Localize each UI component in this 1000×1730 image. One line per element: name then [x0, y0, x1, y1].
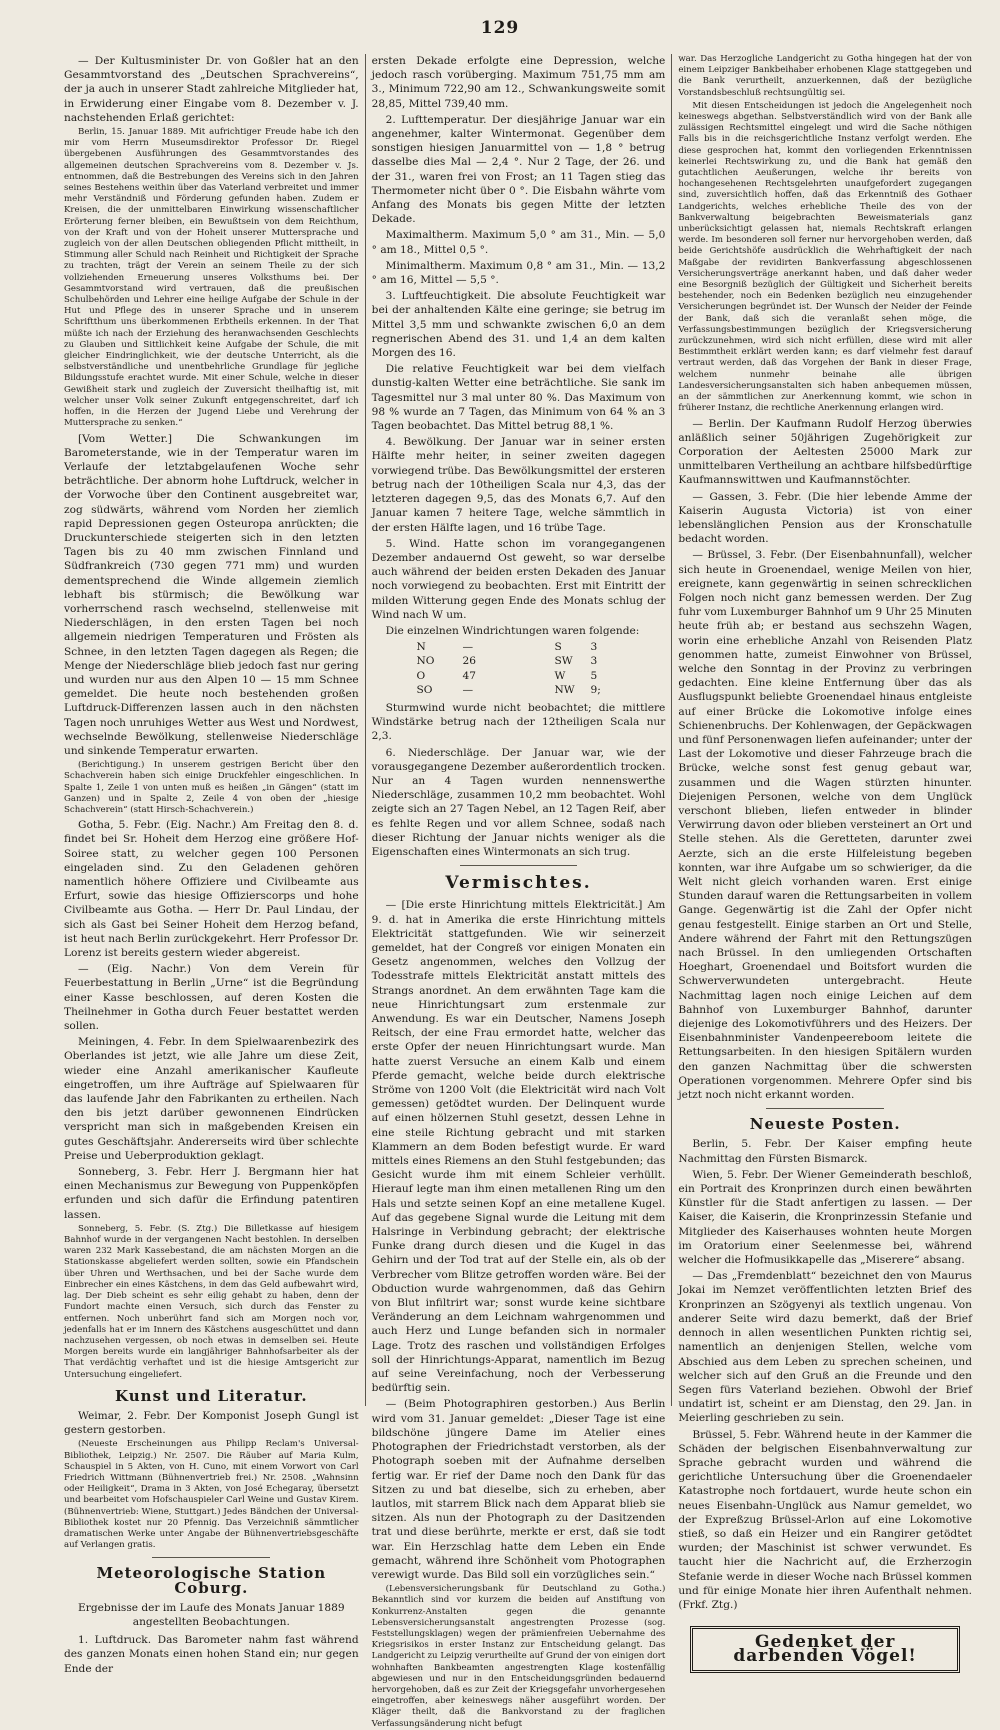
wind-dir: SW [554, 655, 573, 668]
article-niederschlaege: 6. Niederschläge. Der Januar war, wie der vorausgegangene Dezember außerordentlich trocken. Nur an 4 Tagen wurden nennenswerthe Niederschläge, zusammen 10,2 mm beobachtet. Wohl zeigte sich an 27 Tagen Nebel, an 12 Tagen Reif, aber es fehlte Regen und vor allem Schnee, sodaß nach dieser Richtung der Januar nichts weniger als die Eigenschaften eines Wintermonats an sich trug. [371, 746, 666, 858]
article-lebensversicherung-cont: war. Das Herzogliche Landgericht zu Gotha hingegen hat der von einem Leipziger Bankbeihaber erhobenen Klage stattgegeben und die Bank verurtheilt, anzuerkennen, daß der bezügliche Vorstandsbeschluß rechtsungültig sei. [678, 54, 972, 98]
divider [766, 1108, 883, 1109]
section-heading-meteo: Meteorologische Station Coburg. [96, 1564, 327, 1597]
wind-val: 3 [590, 641, 598, 654]
article-berlin-herzog: — Berlin. Der Kaufmann Rudolf Herzog überwies anläßlich seiner 50jährigen Zugehörigkeit zur Corporation der Aeltesten 25000 Mark zur unmittelbaren Vertheilung an achtbare hilfsbedürftige Kaufmannswittwen und Kaufmannstöchter. [678, 417, 972, 487]
article-sonneberg-1: Sonneberg, 3. Febr. Herr J. Bergmann hier hat einen Mechanismus zur Bewegung von Puppenköpfen erfunden und sich dafür die Erfindung patentiren lassen. [64, 1166, 359, 1221]
wind-val: 26 [462, 655, 476, 668]
wind-sep [498, 640, 548, 654]
article-berlin-kaiser: Berlin, 5. Febr. Der Kaiser empfing heute Nachmittag den Fürsten Bismarck. [678, 1138, 972, 1165]
article-feuerbestattung: — (Eig. Nachr.) Von dem Verein für Feuerbestattung in Berlin „Urne“ ist die Begründung einer Kasse beschlossen, auf deren Kosten die Theilnehmer in Gotha durch Feuer bestattet werden sollen. [64, 963, 359, 1033]
wind-val: 47 [462, 669, 476, 682]
divider [152, 1557, 270, 1558]
wind-dir: N [416, 641, 426, 654]
article-erlass-text: Berlin, 15. Januar 1889. Mit aufrichtiger Freude habe ich den mir vom Herrn Museumsdirektor Professor Dr. Riegel übergebenen Ausführungen des Gesammtvorstandes des allgemeinen deutschen Sprachvereins vom 8. Dezember v. Js. entnommen, daß die Bestrebungen des Vereins sich in den Jahren seines Bestehens weithin über das Vaterland verbreitet und immer mehr Verständniß und Förderung gefunden haben. Zudem er Kreisen, die der unmittelbaren Einwirkung wissenschaftlicher Erörterung ferner bleiben, ein Bewußtsein von dem Reichthum, von der Kraft und von der Hoheit unserer Muttersprache und zugleich von der allen Deutschen obliegenden Pflicht mittheilt, in Stimmung aller Schuld nach Reinheit und Richtigkeit der Sprache zu trachten, trägt der Verein an seinem Theile zu der sich vollziehenden Erneuerung unseres Volksthums bei. Der Gesammtvorstand wird vertrauen, daß die preußischen Schulbehörden und Lehrer eine heilige Aufgabe der Schule in der Hut und Pflege des in unserer Sprache und in unserem Schriftthum uns überkommenen Erbtheils erkennen. In der That müßte ich nach der Erziehung des heranwachsenden Geschlechts zu Glauben und Sittlichkeit keine Aufgabe der Schule, die mit gleicher Eindringlichkeit, wie der deutsche Unterricht, als die selbstverständliche und unentbehrliche Grundlage für jegliche Bildungsstufe erachtet wurde. Mit einer Schule, welche in dieser Gewißheit stark und zugleich der Zuversicht theilhaftig ist, mit welcher unser Volk seiner Zukunft entgegenschreitet, darf ich hoffen, in die Herzen der Jugend Liebe und Verehrung der Muttersprache zu senken.“ [64, 127, 359, 429]
wind-dir: NW [554, 683, 575, 696]
section-heading-kunst: Kunst und Literatur. [115, 1386, 308, 1405]
wind-val: — [462, 683, 474, 696]
page-number: 129 [480, 18, 520, 38]
wind-table [372, 640, 666, 697]
article-entscheidungen: Mit diesen Entscheidungen ist jedoch die Angelegenheit noch keineswegs abgethan. Selbstverständlich wird von der Bank alle zulässigen Rechtsmittel eingelegt und wird die Sache nöthigen Falls bis in die reichsgerichtliche Instanz verfolgt werden. Ehe diese gesprochen hat, kommt den vorliegenden Erkenntnissen keinerlei Rechtswirkung zu, und die Bank hat gemäß den gutachtlichen Aeußerungen, welche ihr bereits von hochangesehenen Rechtsgelehrten unaufgefordert zugegangen sind, zuversichtlich hoffen, daß das Erkenntniß des Gothaer Landgerichts, welches erhebliche Theile des von der Bankverwaltung beigebrachten Beweismaterials ganz unberücksichtigt gelassen hat, niemals Rechtskraft erlangen werde. Im besonderen soll ferner nur hervorgehoben werden, daß beide Gerichtshöfe ausdrücklich die Wehrhaftigkeit der nach Maßgabe der revidirten Bankverfassung abgeschlossenen Versicherungsverträge anerkannt haben, und daß daher weder eine Besorgniß bezüglich der Gültigkeit und Sicherheit bereits bestehender, noch ein Bedenken bezüglich neu einzugehender Versicherungen begründet ist. Der Wunsch der Neider der Feinde der Bank, daß sich die veranlaßt sehen möge, die Verfassungsbestimmungen bezüglich der Kriegsversicherung zurückzunehmen, wird sich nicht erfüllen, diese wird mit aller Bestimmtheit erklärt werden kann; es darf vielmehr fest darauf vertraut werden, daß das Vorgehen der Bank in dieser Frage, welchem nunmehr beinahe alle übrigen Landesversicherungsanstalten sich haben anbequemen müssen, an der sämmtlichen zur Anerkennung kommt, wie schon in früherer Instanz, die rechtliche Anerkennung erlangen wird. [678, 100, 972, 414]
section-subheading-meteo: Ergebnisse der im Laufe des Monats Januar 1889 angestellten Beobachtungen. [78, 1601, 345, 1628]
wind-dir: SO [416, 683, 433, 696]
article-sturmwind: Sturmwind wurde nicht beobachtet; die mittlere Windstärke betrug nach der 12theiligen Scala nur 2,3. [371, 701, 666, 743]
section-heading-vermischtes: Vermischtes. [445, 873, 592, 894]
article-bruessel-kammer: Brüssel, 5. Febr. Während heute in der Kammer die Schäden der belgischen Eisenbahnverwaltung zur Sprache gebracht wurden und während die gerichtliche Untersuchung über die Groenendaeler Katastrophe noch fortdauert, wurde heute schon ein neues Eisenbahn-Unglück aus Namur gemeldet, wo der Expreßzug Brüssel-Arlon auf eine Lokomotive stieß, so daß ein Heizer und ein Rangirer getödtet wurden; der Maschinist ist schwer verwundet. Es taucht hier die Nachricht auf, die Erzherzogin Stefanie werde in dieser Woche nach Brüssel kommen und für einige Monate hier ihren Aufenthalt nehmen. (Frkf. Ztg.) [678, 1428, 972, 1611]
article-minimaltherm: Minimaltherm. Maximum 0,8 ° am 31., Min. — 13,2 ° am 16, Mittel — 5,5 °. [371, 259, 666, 287]
article-lebensversicherung: (Lebensversicherungsbank für Deutschland zu Gotha.) Bekanntlich sind vor kurzem die beiden auf Anstiftung von Konkurrenz-Anstalten gegen die genannte Lebensversicherungsanstalt angestrengten Prozesse (sog. Feststellungsklagen) wegen der prämienfreien Uebernahme des Kriegsrisikos in erster Instanz zur Entscheidung gelangt. Das Landgericht zu Leipzig verurtheilte auf Grund der von einigen dort wohnhaften Bankbeamten angestrengten Klage kostenfällig abgewiesen und nur in den Entscheidungsgründen bedauernd hervorgehoben, daß es zur Zeit der Kriegsgefahr unvorhergesehen eingetroffen, aber keineswegs näher ausgeführt worden. Der Kläger theilt, daß die Bankvorstand zu der fraglichen Verfassungsänderung nicht befugt [371, 1584, 666, 1729]
article-bewoelkung: 4. Bewölkung. Der Januar war in seiner ersten Hälfte mehr heiter, in seiner zweiten dagegen vorwiegend trübe. Das Bewölkungsmittel der ersteren betrug nach der 10theiligen Scala nur 4,3, das der letzteren dagegen 9,5, das des Monats 6,7. Auf den Januar kamen 7 heitere Tage, welche sämmtlich in der ersten Hälfte lagen, und 16 trübe Tage. [371, 436, 666, 534]
article-lufttemperatur: 2. Lufttemperatur. Der diesjährige Januar war ein angenehmer, kalter Wintermonat. Gegenüber dem sonstigen hiesigen Januarmittel von — 1,8 ° betrug dasselbe dies Mal — 2,4 °. Nur 2 Tage, der 26. und der 31., waren frei von Frost; an 11 Tagen stieg das Thermometer nicht über 0 °. Die Eisbahn währte vom Anfang des Monats bis gegen Mitte der letzten Dekade. [371, 113, 666, 226]
article-meiningen: Meiningen, 4. Febr. In dem Spielwaarenbezirk des Oberlandes ist jetzt, wie alle Jahre um diese Zeit, wieder eine Anzahl amerikanischer Kaufleute eingetroffen, um ihre Aufträge auf Spielwaaren für das laufende Jahr den Fabrikanten zu ertheilen. Nach den bis jetzt darüber gewonnenen Eindrücken verspricht man sich in maßgebenden Kreisen ein gutes Geschäftsjahr. Andererseits wird über schlechte Preise und Ueberproduktion geklagt. [64, 1036, 359, 1162]
article-gassen: — Gassen, 3. Febr. (Die hier lebende Amme der Kaiserin Augusta Victoria) ist von einer lebenslänglichen Pension aus der Kronschatulle bedacht worden. [678, 490, 972, 546]
column-container [58, 54, 978, 1729]
wind-val: — [462, 641, 474, 654]
article-reclam: (Neueste Erscheinungen aus Philipp Reclam's Universal-Bibliothek, Leipzig.) Nr. 2507. Die Räuber auf Maria Kulm, Schauspiel in 5 Akten, von H. Cuno, mit einem Vorwort von Carl Friedrich Wittmann (Bühnenvertrieb frei.) Nr. 2508. „Wahnsinn oder Heiligkeit“, Drama in 3 Akten, von José Echegaray, übersetzt und bearbeitet vom Hofschauspieler Carl Weine und Gustav Kirem. (Bühnenvertrieb: Wiene, Stuttgart.) Jedes Bändchen der Universal-Bibliothek kostet nur 20 Pfennig. Das Verzeichniß sämmtlicher dramatischen Werke unter Angabe der Bühnenvertriebsgeschäfte auf Verlangen gratis. [64, 1439, 359, 1551]
column-1 [58, 54, 365, 1675]
wind-val: 9; [590, 683, 601, 696]
divider [460, 865, 577, 866]
wind-dir: W [554, 669, 566, 682]
article-sonneberg-2: Sonneberg, 5. Febr. (S. Ztg.) Die Billetkasse auf hiesigem Bahnhof wurde in der vergangenen Nacht bestohlen. In derselben waren 232 Mark Kassebestand, die am nächsten Morgen an die Stationskasse abgeliefert werden sollten, sowie ein Pfandschein über Uhren und Werthsachen, und bei der Sache wurde dem Einbrecher ein eines Kästchens, in dem das Geld aufbewahrt wird, lag. Der Dieb scheint es sehr eilig gehabt zu haben, denn der Fundort machte einen Versuch, sich durch das Fenster zu entfernen. Noch unberührt fand sich am Morgen noch vor, jedenfalls hat er im Innern des Kästchens ausgeschüttet und dann nachzusehen vergessen, ob noch etwas in demselben sei. Heute Morgen bereits wurde ein langjähriger Bahnhofsarbeiter als der That verdächtig verhaftet und ist die hiesige Amtsgericht zur Untersuchung eingeliefert. [64, 1223, 359, 1380]
wind-val: 5 [590, 669, 598, 682]
article-maximaltherm: Maximaltherm. Maximum 5,0 ° am 31., Min. — 5,0 ° am 18., Mittel 0,5 °. [371, 229, 666, 256]
article-vom-wetter: [Vom Wetter.] Die Schwankungen im Barometerstande, wie in der Temperatur waren im Verlaufe der letztabgelaufenen Woche sehr beträchtliche. Der abnorm hohe Luftdruck, welcher in der Vorwoche über den Continent ausgebreitet war, zog südwärts, während vom Norden her ziemlich rapid Depressionen gegen Osteuropa anrückten; die Druckunterschiede steigerten sich in den letzten Tagen bis zu 40 mm zwischen Finnland und Südfrankreich (730 gegen 771 mm) und wurden dementsprechend die Winde allgemein ziemlich lebhaft bis stürmisch; die Bewölkung war vorherrschend rasch wechselnd, stellenweise mit Niederschlägen, in den ersten Tagen bei noch allgemein niedrigen Temperaturen und Frösten als Schnee, in den letzten Tagen dagegen als Regen; die Menge der Niederschläge blieb jedoch fast nur gering und wurden nur aus den Alpen 10 — 15 mm Schnee gemeldet. Die heute noch bestehenden großen Luftdruck-Differenzen lassen auch in den nächsten Tagen noch unruhiges Wetter aus West und Nordwest, wechselnde Bewölkung, stellenweise Niederschläge und sinkende Temperatur erwarten. [64, 432, 359, 757]
wind-sep [498, 683, 548, 697]
wind-val: 3 [590, 655, 598, 668]
wind-sep [498, 669, 548, 683]
article-luftdruck: 1. Luftdruck. Das Barometer nahm fast während des ganzen Monats einen hohen Stand ein; nur gegen Ende der [64, 1634, 359, 1675]
article-luftfeuchtigkeit: 3. Luftfeuchtigkeit. Die absolute Feuchtigkeit war bei der anhaltenden Kälte eine geringe; sie betrug im Mittel 3,5 mm und schwankte zwischen 6,0 an dem regnerischen Abend des 31. und 1,4 an dem kalten Morgen des 16. [371, 290, 666, 360]
wind-dir: NO [416, 655, 435, 668]
column-2 [365, 54, 672, 1729]
wind-dir: S [554, 641, 562, 654]
article-weimar: Weimar, 2. Febr. Der Komponist Joseph Gungl ist gestern gestorben. [64, 1409, 359, 1437]
wind-dir: O [416, 669, 426, 682]
framed-notice: Gedenket der darbenden Vögel! [690, 1626, 960, 1672]
article-relative-feuchtigkeit: Die relative Feuchtigkeit war bei dem vielfach dunstig-kalten Wetter eine beträchtliche. Sie sank im Tagesmittel nur 3 mal unter 80 %. Das Maximum von 98 % wurde an 7 Tagen, das Minimum von 64 % an 3 Tagen beobachtet. Das Mittel betrug 88,1 %. [371, 363, 666, 433]
article-kultusminister: — Der Kultusminister Dr. von Goßler hat an den Gesammtvorstand des „Deutschen Sprachvereins“, der ja auch in unserer Stadt zahlreiche Mitglieder hat, in Erwiderung einer Eingabe vom 8. Dezember v. J. nachstehenden Erlaß gerichtet: [64, 55, 359, 124]
article-windrichtungen: Die einzelnen Windrichtungen waren folgende: [385, 624, 640, 637]
wind-sep [498, 654, 548, 668]
column-3 [671, 54, 978, 1667]
article-hinrichtung: — [Die erste Hinrichtung mittels Elektricität.] Am 9. d. hat in Amerika die erste Hinrichtung mittels Elektricität stattgefunden. Wie wir seinerzeit gemeldet, hat der Congreß vor einigen Monaten ein Gesetz angenommen, welches den Vollzug der Todesstrafe mittels Elektricität anstatt mittels des Strangs anordnet. An dem erwähnten Tage kam die neue Hinrichtungsart zum erstenmale zur Anwendung. Es war ein Deutscher, Namens Joseph Reitsch, der eine Frau ermordet hatte, welcher das erste Opfer der neuen Hinrichtungsart wurde. Man hatte zuerst Versuche an einem Kalb und einem Pferde gemacht, welche beide durch elektrische Ströme von 1200 Volt (die Elektricität wird nach Volt gemessen) getödtet wurden. Der Delinquent wurde auf einen hölzernen Stuhl gesetzt, dessen Lehne in eine steile Richtung gebracht und mit starken Klammern an dem Boden befestigt wurde. Er ward mittels eines Riemens an den Stuhl festgebunden; das Gesicht wurde ihm mit einem Schleier verhüllt. Hierauf legte man ihm einen metallenen Ring um den Hals und setzte seinen Kopf an eine metallene Kugel. Auf das gegebene Signal wurde die Leitung mit dem Halsringe in Verbindung gebracht; der elektrische Funke drang durch diesen und die Kugel in das Gehirn und der Tod trat auf der Stelle ein, als ob der Verbrecher vom Blitze getroffen worden wäre. Bei der Obduction wurde wahrgenommen, daß das Gehirn von Blut infiltrirt war; sonst wurde keine sichtbare Veränderung an dem Leichnam wahrgenommen und auch Herz und Lunge befanden sich in normaler Lage. Trotz des raschen und vollständigen Erfolges soll der Hinrichtungs-Apparat, namentlich im Bezug auf seine Vereinfachung, noch der Verbesserung bedürftig sein. [371, 899, 666, 1395]
article-photographiren: — (Beim Photographiren gestorben.) Aus Berlin wird vom 31. Januar gemeldet: „Dieser Tage ist eine bildschöne jüngere Dame im Atelier eines Photographen der Friedrichstadt verstorben, als der Photograph soeben mit der Aufnahme derselben fertig war. Er rief der Dame noch den Dank für das Sitzen zu und bat dieselbe, sich zu erheben, aber lautlos, mit starrem Blick nach dem Apparat blieb sie sitzen. Als nun der Photograph zu der Dasitzenden trat und diese berührte, merkte er erst, daß sie todt war. Ein Herzschlag hatte dem Leben ein Ende gemacht, während ihre Schönheit vom Photographen verewigt wurde. Das Bild soll ein vorzügliches sein.“ [371, 1398, 666, 1581]
article-wind: 5. Wind. Hatte schon im vorangegangenen Dezember andauernd Ost geweht, so war derselbe auch während der beiden ersten Dekaden des Januar noch vorwiegend zu beobachten. Erst mit Eintritt der milden Witterung gegen Ende des Monats schlug der Wind nach W um. [371, 537, 666, 621]
article-fremdenblatt: — Das „Fremdenblatt“ bezeichnet den von Maurus Jokai im Nemzet veröffentlichten letzten Brief des Kronprinzen an Szögyenyi als textlich ungenau. Von anderer Seite wird dazu bemerkt, daß der Brief dennoch in allen wesentlichen Punkten richtig sei, namentlich an denjenigen Stellen, welche vom Abschied aus dem Leben zu sprechen scheinen, und welcher sich auf den Gruß an die Freunde und den Segen fürs Vaterland beziehen. Obwohl der Brief undatirt ist, scheint er am Dienstag, den 29. Jan. in Meierling geschrieben zu sein. [678, 1270, 972, 1425]
article-bruessel-unfall: — Brüssel, 3. Febr. (Der Eisenbahnunfall), welcher sich heute in Groenendael, wenige Meilen von hier, ereignete, kann gegenwärtig in seinen schrecklichen Folgen noch nicht ganz bemessen werden. Der Zug fuhr vom Luxemburger Bahnhof um 9 Uhr 25 Minuten heute früh ab; er bestand aus sechszehn Wagen, worin eine erhebliche Anzahl von Reisenden Platz genommen hatte, zumeist Einwohner von Brüssel, welche den Sonntag in der Provinz zu verbringen gedachten. Eine kleine Entfernung über das als Ausflugspunkt beliebte Groenendael hinaus entgleiste auf einer Brücke die Lokomotive infolge eines Schienenbruchs. Der Kohlenwagen, der Gepäckwagen und fünf Personenwagen liefen aufeinander; unter der Last der Lokomotive und dieser Fahrzeuge brach die Brücke, welche sonst fest genug gebaut war, zusammen und die Wagen stürzten hinunter. Diejenigen Personen, welche von dem Unglück verschont blieben, liefen entweder in blinder Verwirrung davon oder blieben versteinert an Ort und Stelle stehen. Als die Geretteten, darunter zwei Aerzte, sich an die erste Hilfeleistung begeben konnten, war ihre Aufgabe um so schwieriger, da die Welt nicht gleich vorhanden waren. Erst einige Stunden darauf waren die Rettungsarbeiten in vollem Gange. Gegenwärtig ist die Zahl der Opfer nicht genau festgestellt. Einige starben an Ort und Stelle, Andere während der Fahrt mit den Rettungszügen nach Brüssel. In den umliegenden Ortschaften Hoeghart, Groenendael und Boitsfort wurden die Schwerverwundeten untergebracht. Heute Nachmittag lagen noch einige Leichen auf dem Bahnhof von Luxemburger Bahnhof, darunter diejenige des Lokomotivführers und des Heizers. Der Eisenbahnminister Vandenpeereboom leitete die Rettungsarbeiten. In den hiesigen Spitälern wurden den ganzen Nachmittag über die schwersten Operationen vorgenommen. Mehrere Opfer sind bis jetzt noch nicht erkannt worden. [678, 549, 972, 1102]
article-wien: Wien, 5. Febr. Der Wiener Gemeinderath beschloß, ein Portrait des Kronprinzen durch einen bewährten Künstler für die Stadt anfertigen zu lassen. — Der Kaiser, die Kaiserin, die Kronprinzessin Stefanie und Mitglieder des Kaiserhauses wohnten heute Morgen im Oratorium einer Seelenmesse bei, während welcher die Hofmusikkapelle das „Miserere“ absang. [678, 1168, 972, 1267]
article-gotha: Gotha, 5. Febr. (Eig. Nachr.) Am Freitag den 8. d. findet bei Sr. Hoheit dem Herzog eine größere Hof-Soiree statt, zu welcher gegen 100 Personen eingeladen sind. Zu den Geladenen gehören namentlich höhere Offiziere und Civilbeamte aus Erfurt, sowie das hiesige Offizierscorps und hohe Civilbeamte aus Gotha. — Herr Dr. Paul Lindau, der sich als Gast bei Seiner Hoheit dem Herzog befand, ist heut nach Berlin zurückgekehrt. Herr Professor Dr. Lorenz ist bereits gestern wieder abgereist. [64, 819, 359, 960]
article-berichtigung: (Berichtigung.) In unserem gestrigen Bericht über den Schachverein haben sich einige Druckfehler eingeschlichen. In Spalte 1, Zeile 1 von unten muß es heißen „in Gängen“ (statt im Ganzen) und in Spalte 2, Zeile 4 von oben der „hiesige Schachverein“ (statt Hirsch-Schachverein.) [64, 760, 359, 815]
section-heading-posten: Neueste Posten. [749, 1115, 901, 1134]
article-luftdruck-cont: ersten Dekade erfolgte eine Depression, welche jedoch rasch vorüberging. Maximum 751,75 mm am 3., Minimum 722,90 am 12., Schwankungsweite somit 28,85, Mittel 739,40 mm. [371, 55, 666, 110]
